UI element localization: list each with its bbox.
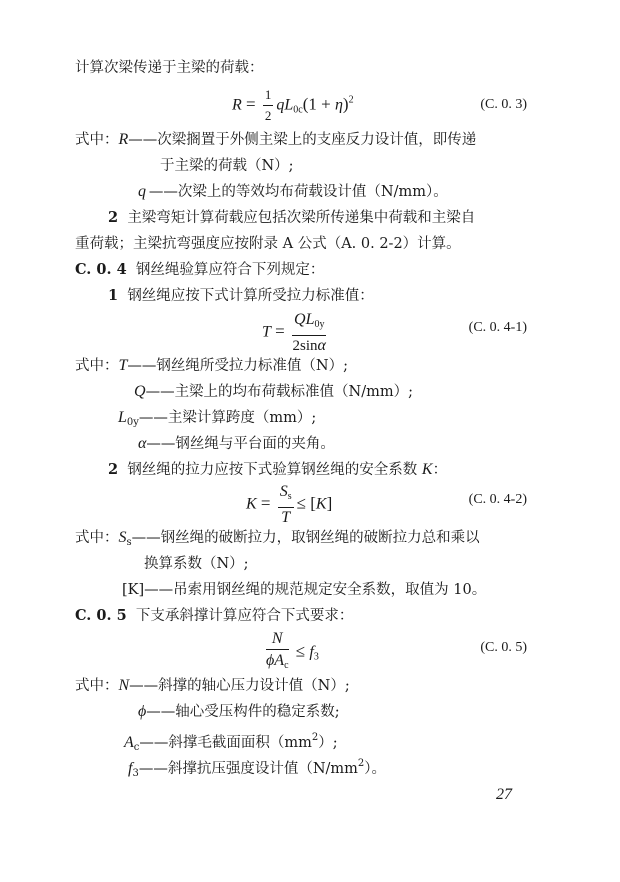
where-line xyxy=(128,754,386,784)
where-continuation: 于主梁的荷载（N）; xyxy=(160,158,294,174)
where-text: 斜撑的轴心压力设计值（N）; xyxy=(158,678,350,694)
where-text: 钢丝绳的破断拉力，取钢丝绳的破断拉力总和乘以 xyxy=(160,530,480,546)
equation-number: (C. 0. 4-2) xyxy=(468,492,527,507)
where-superscript: 2 xyxy=(357,758,365,769)
where-line xyxy=(138,434,335,454)
where-text: 轴心受压构件的稳定系数; xyxy=(175,704,340,720)
section-number: C. 0. 5 xyxy=(75,607,127,624)
where-symbol: R xyxy=(118,131,129,148)
section-text: 下支承斜撑计算应符合下式要求： xyxy=(135,608,354,624)
eq-subscript: 0y xyxy=(314,319,325,330)
eq-symbol: L xyxy=(305,311,315,328)
where-text: ）。 xyxy=(364,761,387,777)
eq-text: ≤ [ xyxy=(296,493,316,513)
eq-symbol: T xyxy=(262,323,271,341)
where-line xyxy=(134,382,413,402)
where-symbol: N xyxy=(118,677,130,694)
where-lead: 式中： xyxy=(75,358,119,374)
where-text: 主梁计算跨度（mm）; xyxy=(167,410,317,426)
where-symbol: A xyxy=(124,734,134,751)
where-dash: —— xyxy=(129,678,159,694)
eq-text: ) xyxy=(342,94,349,114)
fraction-numerator xyxy=(278,482,294,508)
where-dash: —— xyxy=(131,530,161,546)
eq-subscript: s xyxy=(287,491,292,502)
where-line xyxy=(75,528,480,553)
item-number: 2 xyxy=(108,461,119,478)
where-dash: —— xyxy=(138,410,168,426)
fraction-numerator: 1 xyxy=(263,86,274,106)
where-dash: —— xyxy=(146,436,176,452)
where-symbol: [K] xyxy=(122,582,145,598)
fraction-numerator xyxy=(292,310,326,336)
where-dash: —— xyxy=(145,384,175,400)
eq-text: (1 + xyxy=(302,94,335,114)
where-text: 次梁上的等效均布荷载设计值（N/mm）。 xyxy=(177,184,448,200)
eq-text: 2sin xyxy=(292,338,318,354)
item-line xyxy=(108,286,374,306)
equation-c03: R = $\frac{1}{2}$ $qL_{0c}(1 + \eta)^2$ xyxy=(232,87,354,123)
where-dash: —— xyxy=(148,184,178,200)
eq-subscript: 0c xyxy=(293,104,303,116)
where-line xyxy=(75,356,348,376)
where-line xyxy=(138,182,448,202)
where-subscript: c xyxy=(133,742,140,753)
where-lead: 式中： xyxy=(75,530,119,546)
where-line xyxy=(75,676,350,696)
equation-c042: K = $\frac{S_s}{T}$ ≤ [K] xyxy=(246,483,333,526)
where-symbol: q xyxy=(138,183,146,200)
where-line xyxy=(122,580,486,600)
eq-symbol: R xyxy=(232,96,242,114)
eq-symbol: α xyxy=(317,337,326,354)
item-line xyxy=(108,208,475,228)
where-symbol: L xyxy=(118,409,127,426)
equation-c041: T = $\frac{QL_{0y}}{2\sin\alpha}$ xyxy=(262,311,326,354)
eq-symbol: L xyxy=(284,96,294,114)
where-dash: —— xyxy=(144,582,174,598)
where-symbol: S xyxy=(118,529,127,546)
eq-symbol: ϕ xyxy=(266,652,275,669)
where-line xyxy=(118,408,316,433)
eq-symbol: Q xyxy=(294,311,306,328)
where-text: 斜撑毛截面面积（mm xyxy=(168,735,312,751)
item-number: 2 xyxy=(108,209,119,226)
equation-number: (C. 0. 4-1) xyxy=(468,320,527,335)
fraction-denominator xyxy=(266,650,289,675)
where-text: 斜撑抗压强度设计值（N/mm xyxy=(167,761,358,777)
fraction-numerator: N xyxy=(266,630,289,650)
eq-symbol: η xyxy=(334,96,343,114)
item-continuation: 重荷载；主梁抗弯强度应按附录 A 公式（A. 0. 2-2）计算。 xyxy=(75,236,461,252)
where-symbol: T xyxy=(118,357,128,374)
fraction-denominator xyxy=(292,336,326,355)
where-symbol: α xyxy=(138,435,147,452)
eq-fraction xyxy=(263,86,274,125)
where-text: ）; xyxy=(318,735,338,751)
where-lead: 式中： xyxy=(75,678,119,694)
where-superscript: 2 xyxy=(311,732,319,743)
item-text: 主梁弯矩计算荷载应包括次梁所传递集中荷载和主梁自 xyxy=(127,210,476,226)
where-line xyxy=(75,130,476,150)
eq-symbol: q xyxy=(276,96,285,114)
where-dash: —— xyxy=(138,761,168,777)
eq-symbol: K xyxy=(246,495,257,513)
eq-subscript: c xyxy=(284,660,289,671)
fraction-denominator: 2 xyxy=(264,108,272,123)
where-symbol: Q xyxy=(134,383,146,400)
where-dash: —— xyxy=(128,132,158,148)
page-number: 27 xyxy=(496,786,512,803)
equation-number: (C. 0. 3) xyxy=(480,97,527,112)
eq-subscript: 3 xyxy=(313,651,319,663)
where-dash: —— xyxy=(146,704,176,720)
eq-symbol: K xyxy=(315,495,327,513)
eq-superscript: 2 xyxy=(348,94,354,106)
where-lead: 式中： xyxy=(75,132,119,148)
eq-fraction xyxy=(278,482,294,527)
where-text: 主梁上的均布荷载标准值（N/mm）; xyxy=(174,384,414,400)
eq-text: ≤ xyxy=(295,641,306,661)
item-line xyxy=(108,460,447,480)
eq-fraction xyxy=(292,310,326,355)
item-text: ： xyxy=(432,462,448,478)
where-symbol: ϕ xyxy=(138,703,147,720)
eq-fraction xyxy=(266,630,289,675)
where-dash: —— xyxy=(127,358,157,374)
where-subscript: 3 xyxy=(132,768,139,779)
where-text: 钢丝绳所受拉力标准值（N）; xyxy=(156,358,348,374)
section-heading xyxy=(75,606,353,626)
item-text: 钢丝绳应按下式计算所受拉力标准值： xyxy=(127,288,374,304)
where-dash: —— xyxy=(139,735,169,751)
eq-symbol: f xyxy=(309,643,314,661)
item-number: 1 xyxy=(108,287,119,304)
where-continuation: 换算系数（N）; xyxy=(144,556,249,572)
where-text: 吊索用钢丝绳的规范规定安全系数，取值为 10。 xyxy=(173,582,487,598)
item-symbol: K xyxy=(421,461,433,478)
fraction-denominator: T xyxy=(281,509,291,526)
item-text: 钢丝绳的拉力应按下式验算钢丝绳的安全系数 xyxy=(127,462,422,478)
where-subscript: s xyxy=(126,537,132,548)
section-text: 钢丝绳验算应符合下列规定： xyxy=(135,262,325,278)
where-subscript: 0y xyxy=(126,417,139,428)
eq-text: ] xyxy=(326,493,333,513)
intro-text: 计算次梁传递于主梁的荷载： xyxy=(75,60,264,76)
where-text: 钢丝绳与平台面的夹角。 xyxy=(175,436,335,452)
equation-c05 xyxy=(263,630,319,675)
equation-number: (C. 0. 5) xyxy=(480,640,527,655)
where-symbol: f xyxy=(128,760,133,777)
section-number: C. 0. 4 xyxy=(75,261,127,278)
where-text: 次梁搁置于外侧主梁上的支座反力设计值，即传递 xyxy=(157,132,477,148)
section-heading xyxy=(75,260,324,280)
eq-symbol: S xyxy=(279,483,288,500)
eq-symbol: A xyxy=(274,652,285,669)
where-line xyxy=(138,702,340,722)
